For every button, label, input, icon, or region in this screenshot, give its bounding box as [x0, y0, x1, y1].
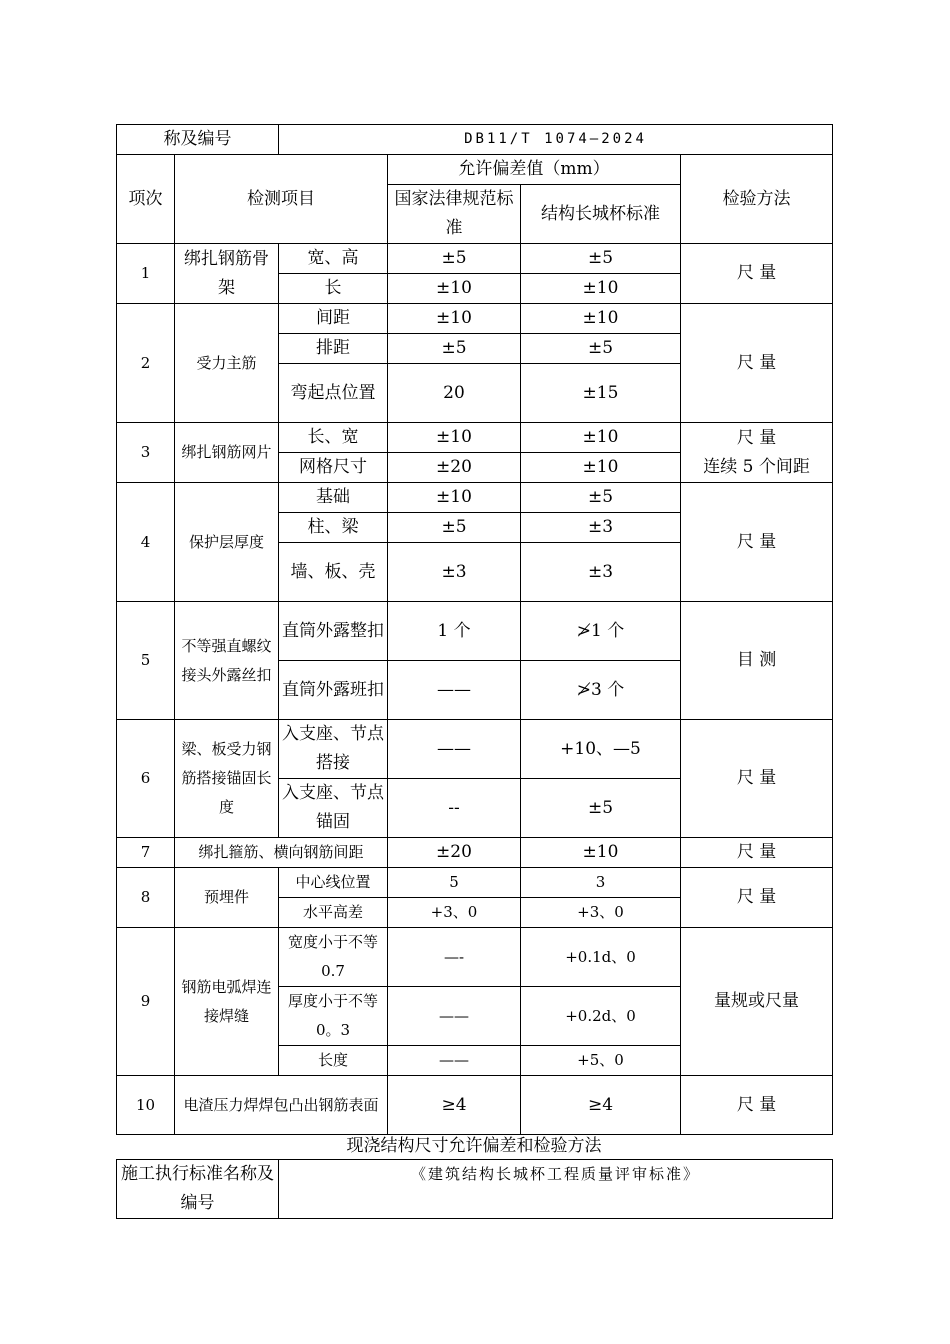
row-national: ±10 — [388, 304, 521, 334]
row-national: ±20 — [388, 453, 521, 483]
tolerance-table — [116, 124, 833, 1135]
footer-label: 施工执行标准名称及编号 — [117, 1160, 279, 1219]
footer-table — [116, 1159, 833, 1219]
row-national: ±5 — [388, 513, 521, 543]
row-national: -- — [388, 779, 521, 838]
row-national: —— — [388, 661, 521, 720]
col-great-wall: 结构长城杯标准 — [521, 185, 681, 244]
row-great-wall: ≯1 个 — [521, 602, 681, 661]
row-no: 5 — [117, 602, 175, 720]
row-item: 不等强直螺纹接头外露丝扣 — [175, 602, 279, 720]
row-sub: 长、宽 — [279, 423, 388, 453]
row-sub: 墙、板、壳 — [279, 543, 388, 602]
row-great-wall: ±10 — [521, 423, 681, 453]
row-sub: 宽、高 — [279, 244, 388, 274]
col-seq: 项次 — [117, 155, 175, 244]
row-great-wall: ±10 — [521, 274, 681, 304]
row-great-wall: ±5 — [521, 483, 681, 513]
row-great-wall: ±5 — [521, 334, 681, 364]
row-item: 受力主筋 — [175, 304, 279, 423]
row-national: —- — [388, 928, 521, 987]
row-sub: 宽度小于不等0.7 — [279, 928, 388, 987]
col-national: 国家法律规范标准 — [388, 185, 521, 244]
row-great-wall: +10、—5 — [521, 720, 681, 779]
row-method: 尺 量 — [681, 868, 833, 928]
row-sub: 入支座、节点搭接 — [279, 720, 388, 779]
row-national: ±10 — [388, 274, 521, 304]
row-method: 尺 量 — [681, 244, 833, 304]
row-method: 尺 量 连续 5 个间距 — [681, 423, 833, 483]
row-no: 3 — [117, 423, 175, 483]
row-method: 尺 量 — [681, 720, 833, 838]
row-method: 尺 量 — [681, 304, 833, 423]
row-sub: 排距 — [279, 334, 388, 364]
row-sub: 网格尺寸 — [279, 453, 388, 483]
row-sub: 基础 — [279, 483, 388, 513]
row-national: —— — [388, 1046, 521, 1076]
row-method: 尺 量 — [681, 838, 833, 868]
row-national: —— — [388, 720, 521, 779]
row-method: 尺 量 — [681, 483, 833, 602]
row-no: 6 — [117, 720, 175, 838]
row-national: ±10 — [388, 483, 521, 513]
row-national: ±5 — [388, 244, 521, 274]
row-sub: 直筒外露整扣 — [279, 602, 388, 661]
row-sub: 厚度小于不等0。3 — [279, 987, 388, 1046]
row-no: 7 — [117, 838, 175, 868]
row-no: 1 — [117, 244, 175, 304]
row-national: ±10 — [388, 423, 521, 453]
row-sub: 中心线位置 — [279, 868, 388, 898]
col-tolerance: 允许偏差值（mm） — [388, 155, 681, 185]
row-sub: 直筒外露班扣 — [279, 661, 388, 720]
col-item: 检测项目 — [175, 155, 388, 244]
footer-value: 《建筑结构长城杯工程质量评审标准》 — [279, 1160, 833, 1219]
row-great-wall: 3 — [521, 868, 681, 898]
row-sub: 水平高差 — [279, 898, 388, 928]
col-method: 检验方法 — [681, 155, 833, 244]
row-great-wall: +3、0 — [521, 898, 681, 928]
row-no: 2 — [117, 304, 175, 423]
row-no: 4 — [117, 483, 175, 602]
row-no: 10 — [117, 1076, 175, 1135]
table-caption: 现浇结构尺寸允许偏差和检验方法 — [346, 1136, 602, 1156]
row-great-wall: ±15 — [521, 364, 681, 423]
row-great-wall: ±10 — [521, 304, 681, 334]
row-method: 目 测 — [681, 602, 833, 720]
row-national: 1 个 — [388, 602, 521, 661]
row-no: 8 — [117, 868, 175, 928]
row-item: 绑扎钢筋骨架 — [175, 244, 279, 304]
row-national: ±5 — [388, 334, 521, 364]
row-no: 9 — [117, 928, 175, 1076]
row-national: —— — [388, 987, 521, 1046]
row-great-wall: +5、0 — [521, 1046, 681, 1076]
row-item: 钢筋电弧焊连接焊缝 — [175, 928, 279, 1076]
row-item: 绑扎箍筋、横向钢筋间距 — [175, 838, 388, 868]
row-national: 5 — [388, 868, 521, 898]
row-national: ±20 — [388, 838, 521, 868]
row-sub: 长 — [279, 274, 388, 304]
row-item: 梁、板受力钢筋搭接锚固长度 — [175, 720, 279, 838]
row-national: +3、0 — [388, 898, 521, 928]
row-item: 绑扎钢筋网片 — [175, 423, 279, 483]
row-great-wall: ±5 — [521, 244, 681, 274]
row-national: ≥4 — [388, 1076, 521, 1135]
row-method: 尺 量 — [681, 1076, 833, 1135]
row-great-wall: ±3 — [521, 543, 681, 602]
row-national: 20 — [388, 364, 521, 423]
row-great-wall: ±10 — [521, 838, 681, 868]
standard-label: 称及编号 — [117, 125, 279, 155]
row-great-wall: +0.2d、0 — [521, 987, 681, 1046]
row-sub: 长度 — [279, 1046, 388, 1076]
row-great-wall: ±5 — [521, 779, 681, 838]
row-sub: 柱、梁 — [279, 513, 388, 543]
row-great-wall: ±10 — [521, 453, 681, 483]
row-item: 预埋件 — [175, 868, 279, 928]
row-item: 电渣压力焊焊包凸出钢筋表面 — [175, 1076, 388, 1135]
row-sub: 入支座、节点锚固 — [279, 779, 388, 838]
row-sub: 间距 — [279, 304, 388, 334]
row-national: ±3 — [388, 543, 521, 602]
row-great-wall: ≯3 个 — [521, 661, 681, 720]
row-great-wall: +0.1d、0 — [521, 928, 681, 987]
row-great-wall: ±3 — [521, 513, 681, 543]
row-method: 量规或尺量 — [681, 928, 833, 1076]
standard-code: DB11/T 1074—2024 — [279, 125, 833, 155]
row-sub: 弯起点位置 — [279, 364, 388, 423]
row-item: 保护层厚度 — [175, 483, 279, 602]
row-great-wall: ≥4 — [521, 1076, 681, 1135]
